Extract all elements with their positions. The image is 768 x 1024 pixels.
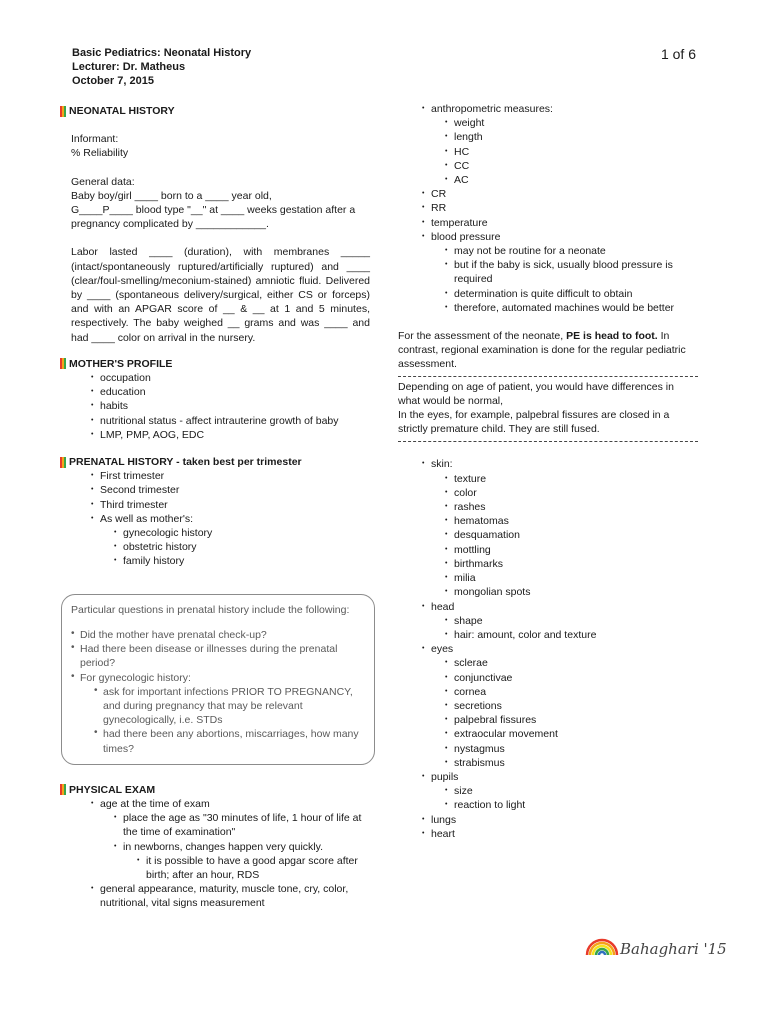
- age-note: Depending on age of patient, you would have differences in what would be normal,: [398, 380, 674, 407]
- section-physical-exam: [60, 783, 370, 797]
- list-item-text: blood pressure: [431, 230, 501, 243]
- general-data-label: General data:: [71, 175, 135, 188]
- list-item: • color: [445, 486, 698, 500]
- list-item-text: in newborns, changes happen very quickly.: [123, 840, 324, 853]
- list-item: • heart: [422, 827, 698, 841]
- list-item: • weight: [445, 116, 698, 130]
- list-item: • RR: [422, 201, 698, 215]
- labor-paragraph: Labor lasted ____ (duration), with membranes _____ (intact/spontaneously ruptured/artificially ruptured) and ____ (clear/foul-smelling/meconium-stained) amniotic fluid. Delivered by ____ (spontaneous delivery/surgical, either CS or forceps) and with an APGAR score of __ & __ at 1 and 5 minutes, respectively. The baby weighed __ grams and was ____ and had ____ color on arrival in the nursery.: [71, 246, 370, 344]
- list-item: • had there been any abortions, miscarriages, how many times?: [94, 727, 365, 755]
- list-item: • sclerae: [445, 656, 698, 670]
- list-item: • Second trimester: [91, 483, 370, 497]
- section-title: NEONATAL HISTORY: [69, 105, 175, 117]
- section-neonatal-history: [60, 104, 370, 118]
- pupils-sublist: [445, 784, 698, 812]
- general-data-line: Baby boy/girl ____ born to a ____ year old,: [71, 189, 272, 202]
- list-item: • gynecologic history: [114, 526, 370, 540]
- list-item-text: As well as mother's:: [100, 512, 194, 525]
- pe-note-paragraph: [398, 329, 698, 372]
- list-item-text: eyes: [431, 643, 454, 656]
- list-item: • general appearance, maturity, muscle tone, cry, color, nutritional, vital signs measurement: [91, 882, 370, 910]
- list-item: • desquamation: [445, 528, 698, 542]
- box-intro: Particular questions in prenatal history include the following:: [71, 603, 350, 616]
- prenatal-list: [91, 469, 370, 568]
- box-sublist: [94, 685, 365, 756]
- age-sublist: [114, 811, 370, 882]
- list-item: • size: [445, 784, 698, 798]
- page-number: 1 of 6: [660, 46, 696, 62]
- pe-note-text: In contrast, regional examination is done for the regular pediatric assessment.: [398, 330, 686, 371]
- pe-systems-list: [422, 457, 698, 840]
- list-item: • lungs: [422, 813, 698, 827]
- bp-sublist: [445, 244, 698, 315]
- list-item: • rashes: [445, 500, 698, 514]
- list-item: • HC: [445, 145, 698, 159]
- list-item: [91, 512, 370, 569]
- mother-profile-list: [91, 371, 370, 442]
- list-item: • therefore, automated machines would be better: [445, 301, 698, 315]
- list-item: [422, 600, 698, 643]
- course-title: Basic Pediatrics: Neonatal History: [72, 47, 252, 59]
- section-title: PHYSICAL EXAM: [69, 783, 156, 796]
- list-item: • but if the baby is sick, usually blood pressure is required: [445, 258, 698, 286]
- list-item: • extraocular movement: [445, 727, 698, 741]
- list-item: • palpebral fissures: [445, 713, 698, 727]
- list-item: • it is possible to have a good apgar score after birth; after an hour, RDS: [137, 854, 370, 882]
- list-item: • mottling: [445, 543, 698, 557]
- prenatal-questions-box: [61, 594, 375, 765]
- prenatal-sublist: [114, 526, 370, 569]
- list-item: • Did the mother have prenatal check-up?: [71, 628, 365, 642]
- signature: Bahaghari '15: [620, 940, 727, 958]
- list-item-text: skin:: [431, 458, 453, 471]
- list-item: [422, 642, 698, 770]
- list-item-text: anthropometric measures:: [431, 103, 553, 115]
- list-item: [71, 671, 365, 756]
- list-item: • Had there been disease or illnesses during the prenatal period?: [71, 642, 365, 670]
- list-item: [114, 840, 370, 883]
- informant-label: Informant:: [71, 133, 119, 146]
- list-item: • nystagmus: [445, 742, 698, 756]
- skin-sublist: [445, 472, 698, 600]
- list-item-text: For gynecologic history:: [80, 671, 191, 684]
- list-item: • LMP, PMP, AOG, EDC: [91, 428, 370, 442]
- list-item: • Third trimester: [91, 498, 370, 512]
- right-column: [398, 102, 698, 841]
- pe-note-text: For the assessment of the neonate,: [398, 330, 567, 343]
- list-item: • temperature: [422, 216, 698, 230]
- list-item: • place the age as "30 minutes of life, 1 hour of life at the time of examination": [114, 811, 370, 839]
- age-note: In the eyes, for example, palpebral fissures are closed in a strictly premature child. They are still fused.: [398, 409, 670, 436]
- list-item: • AC: [445, 173, 698, 187]
- list-item: • length: [445, 130, 698, 144]
- eyes-sublist: [445, 656, 698, 770]
- section-mothers-profile: [60, 357, 370, 371]
- list-item: • mongolian spots: [445, 585, 698, 599]
- list-item: • conjunctivae: [445, 671, 698, 685]
- list-item: • hematomas: [445, 514, 698, 528]
- list-item: • CC: [445, 159, 698, 173]
- section-marker-icon: [60, 358, 66, 369]
- list-item: • occupation: [91, 371, 370, 385]
- divider: [398, 376, 698, 377]
- list-item: • milia: [445, 571, 698, 585]
- list-item: • habits: [91, 399, 370, 413]
- list-item: • secretions: [445, 699, 698, 713]
- list-item: • texture: [445, 472, 698, 486]
- left-column: [60, 104, 370, 911]
- section-title: PRENATAL HISTORY - taken best per trimester: [69, 456, 302, 469]
- list-item: [422, 230, 698, 315]
- lecture-date: October 7, 2015: [72, 75, 154, 87]
- list-item: • may not be routine for a neonate: [445, 244, 698, 258]
- general-data-line: G____P____ blood type "__" at ____ weeks gestation after a pregnancy complicated by ____________.: [71, 204, 356, 231]
- lecturer-name: Lecturer: Dr. Matheus: [72, 61, 186, 73]
- list-item: • shape: [445, 614, 698, 628]
- list-item: [422, 457, 698, 599]
- list-item: • family history: [114, 554, 370, 568]
- document-header: [72, 46, 251, 88]
- list-item: [422, 102, 698, 187]
- list-item: • strabismus: [445, 756, 698, 770]
- list-item: [422, 770, 698, 813]
- list-item: • obstetric history: [114, 540, 370, 554]
- section-marker-icon: [60, 457, 66, 468]
- list-item: • determination is quite difficult to obtain: [445, 287, 698, 301]
- age-subsublist: [137, 854, 370, 882]
- list-item: • cornea: [445, 685, 698, 699]
- list-item-text: head: [431, 600, 455, 613]
- section-marker-icon: [60, 106, 66, 117]
- section-marker-icon: [60, 784, 66, 795]
- rainbow-logo-icon: [585, 936, 619, 956]
- list-item: • ask for important infections PRIOR TO PREGNANCY, and during pregnancy that may be relevant gynecologically, i.e. STDs: [94, 685, 365, 728]
- reliability-label: % Reliability: [71, 147, 129, 160]
- list-item-text: age at the time of exam: [100, 797, 210, 810]
- list-item: [91, 797, 370, 882]
- list-item-text: pupils: [431, 770, 459, 783]
- head-sublist: [445, 614, 698, 642]
- section-title: MOTHER'S PROFILE: [69, 357, 173, 370]
- physical-exam-list: [91, 797, 370, 911]
- list-item: • nutritional status - affect intrauterine growth of baby: [91, 414, 370, 428]
- list-item: • CR: [422, 187, 698, 201]
- pe-note-emphasis: PE is head to foot.: [566, 330, 658, 343]
- section-prenatal-history: [60, 455, 370, 469]
- list-item: • birthmarks: [445, 557, 698, 571]
- box-list: [71, 628, 365, 756]
- list-item: • reaction to light: [445, 798, 698, 812]
- anthro-sublist: [445, 116, 698, 187]
- vitals-list: [422, 102, 698, 315]
- list-item: • hair: amount, color and texture: [445, 628, 698, 642]
- list-item: • education: [91, 385, 370, 399]
- list-item: • First trimester: [91, 469, 370, 483]
